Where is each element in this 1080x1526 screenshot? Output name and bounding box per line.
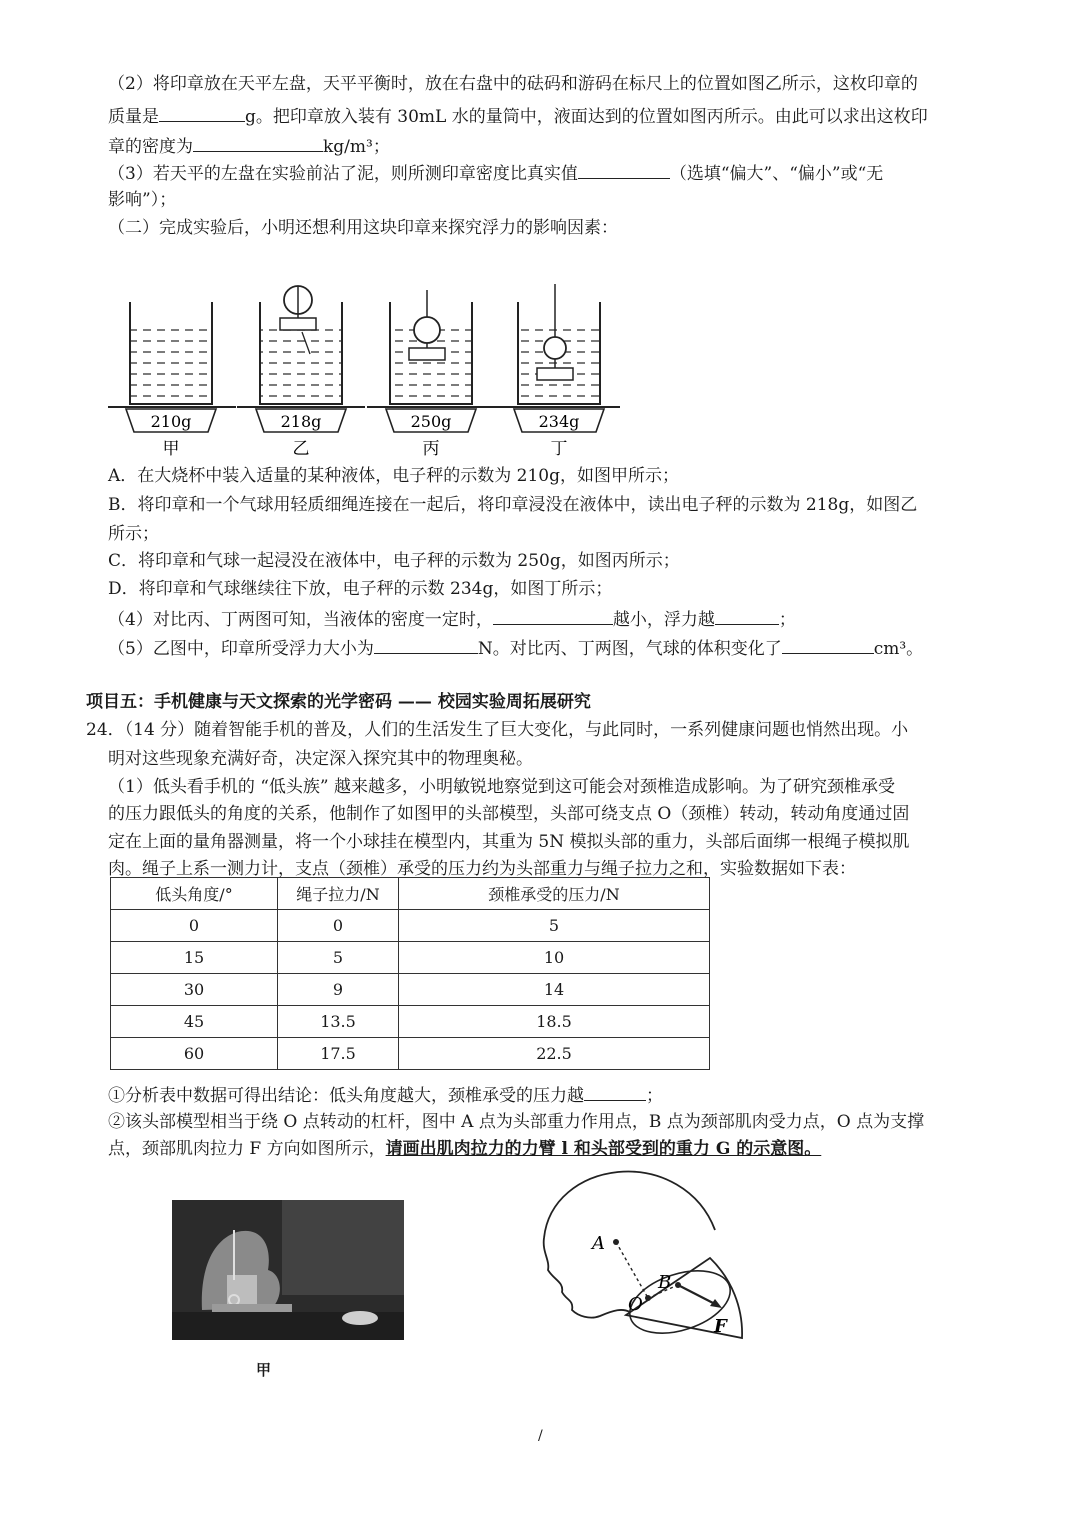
table-cell: 10 bbox=[399, 942, 710, 974]
table-cell: 18.5 bbox=[399, 1006, 710, 1038]
label-o: O bbox=[628, 1294, 643, 1315]
step-a: A．在大烧杯中装入适量的某种液体，电子秤的示数为 210g，如图甲所示； bbox=[108, 466, 680, 486]
table-cell: 14 bbox=[399, 974, 710, 1006]
table-cell: 5 bbox=[278, 942, 399, 974]
q4-prefix: （4）对比丙、丁两图可知，当液体的密度一定时， bbox=[108, 610, 493, 630]
point-b bbox=[675, 1282, 681, 1288]
q24-p1-line4: 肉。绳子上系一测力计，支点（颈椎）承受的压力约为头部重力与绳子拉力之和，实验数据如下表： bbox=[108, 859, 856, 879]
photo-label: 甲 bbox=[256, 1361, 272, 1379]
table-cell: 17.5 bbox=[278, 1038, 399, 1070]
table-cell: 0 bbox=[111, 910, 278, 942]
sub1-prefix: ①分析表中数据可得出结论：低头角度越大，颈椎承受的压力越 bbox=[108, 1086, 584, 1106]
beaker-yi bbox=[237, 286, 365, 432]
q4-blank-1[interactable] bbox=[493, 606, 613, 625]
q5-buoyancy-blank[interactable] bbox=[374, 635, 478, 654]
sub1 bbox=[108, 1082, 663, 1108]
sub2-line1: ②该头部模型相当于绕 O 点转动的杠杆，图中 A 点为头部重力作用点，B 点为颈部肌肉受力点，O 点为支撑 bbox=[108, 1112, 925, 1132]
mass-answer-blank[interactable] bbox=[159, 103, 245, 122]
project5-title: 项目五：手机健康与天文探索的光学密码 —— 校园实验周拓展研究 bbox=[86, 692, 591, 712]
table-cell: 22.5 bbox=[399, 1038, 710, 1070]
q2-mass-prefix: 质量是 bbox=[108, 107, 159, 127]
density-bias-blank[interactable] bbox=[578, 160, 670, 179]
table-cell: 15 bbox=[111, 942, 278, 974]
figure-label: 甲 bbox=[162, 439, 180, 459]
sub1-suffix: ； bbox=[646, 1086, 663, 1106]
q3-prefix: （3）若天平的左盘在实验前沾了泥，则所测印章密度比真实值 bbox=[108, 164, 578, 184]
density-unit: kg/m³； bbox=[323, 137, 390, 157]
q3-line1 bbox=[108, 160, 883, 186]
q5-middle: N。对比丙、丁两图，气球的体积变化了 bbox=[477, 639, 782, 659]
density-answer-blank[interactable] bbox=[193, 133, 323, 152]
figure-label: 丁 bbox=[550, 439, 568, 459]
q3-line2: 影响”）； bbox=[108, 190, 177, 210]
table-row bbox=[111, 942, 710, 974]
table-row bbox=[111, 1006, 710, 1038]
drawing-instruction: 请画出肌肉拉力的力臂 l 和头部受到的重力 G 的示意图。 bbox=[385, 1139, 822, 1159]
label-a: A bbox=[592, 1233, 605, 1254]
part2-intro: （二）完成实验后，小明还想利用这块印章来探究浮力的影响因素： bbox=[108, 218, 618, 238]
label-b: B bbox=[658, 1272, 672, 1293]
point-a bbox=[613, 1239, 619, 1245]
q24-p1-line2: 的压力跟低头的角度的关系，他制作了如图甲的头部模型，头部可绕支点 O（颈椎）转动，转动角度通过固 bbox=[108, 804, 910, 824]
table-header-row bbox=[111, 878, 710, 910]
footer-mark: / bbox=[538, 1428, 543, 1444]
table-row bbox=[111, 910, 710, 942]
table-header: 颈椎承受的压力/N bbox=[399, 878, 710, 910]
data-table bbox=[110, 877, 710, 1070]
table-row bbox=[111, 974, 710, 1006]
q5-suffix: cm³。 bbox=[873, 639, 924, 659]
q4 bbox=[108, 606, 796, 632]
table-cell: 0 bbox=[278, 910, 399, 942]
table-header: 低头角度/° bbox=[111, 878, 278, 910]
figure-label: 乙 bbox=[292, 439, 310, 459]
scale-reading: 218g bbox=[280, 412, 322, 431]
table-header: 绳子拉力/N bbox=[278, 878, 399, 910]
q24-p1-line1: （1）低头看手机的 “低头族” 越来越多，小明敏锐地察觉到这可能会对颈椎造成影响。为了研究颈椎承受 bbox=[108, 777, 896, 797]
q24-p1-line3: 定在上面的量角器测量，将一个小球挂在模型内，其重为 5N 模拟头部的重力，头部后面绑一根绳子模拟肌 bbox=[108, 832, 910, 852]
q4-blank-2[interactable] bbox=[715, 606, 779, 625]
table-cell: 30 bbox=[111, 974, 278, 1006]
q24-line2: 明对这些现象充满好奇，决定深入探究其中的物理奥秘。 bbox=[108, 749, 533, 769]
table-cell: 60 bbox=[111, 1038, 278, 1070]
q2-density-prefix: 章的密度为 bbox=[108, 137, 193, 157]
q24-line1: 24．（14 分）随着智能手机的普及，人们的生活发生了巨大变化，与此同时，一系列健康问题也悄然出现。小 bbox=[86, 720, 909, 740]
step-d: D．将印章和气球继续往下放，电子秤的示数 234g，如图丁所示； bbox=[108, 579, 613, 599]
beaker-bing bbox=[367, 290, 495, 432]
beaker-ding bbox=[495, 284, 620, 432]
q4-middle: 越小，浮力越 bbox=[612, 610, 715, 630]
step-b-line2: 所示； bbox=[108, 524, 159, 544]
label-f: F bbox=[714, 1316, 727, 1337]
table-row bbox=[111, 1038, 710, 1070]
figure-label: 丙 bbox=[422, 439, 440, 459]
table-cell: 5 bbox=[399, 910, 710, 942]
sub2-prefix: 点，颈部肌肉拉力 F 方向如图所示， bbox=[108, 1139, 386, 1159]
scale-reading: 210g bbox=[150, 412, 192, 431]
table-cell: 9 bbox=[278, 974, 399, 1006]
head-model-photo bbox=[172, 1200, 404, 1340]
q5-volume-blank[interactable] bbox=[782, 635, 874, 654]
step-c: C．将印章和气球一起浸没在液体中，电子秤的示数为 250g，如图丙所示； bbox=[108, 551, 680, 571]
table-cell: 13.5 bbox=[278, 1006, 399, 1038]
q2-line1: （2）将印章放在天平左盘，天平平衡时，放在右盘中的砝码和游码在标尺上的位置如图乙所示，这枚印章的 bbox=[108, 74, 918, 94]
step-b-line1: B．将印章和一个气球用轻质细绳连接在一起后，将印章浸没在液体中，读出电子秤的示数为 218g，如图乙 bbox=[108, 495, 918, 515]
q5 bbox=[108, 635, 923, 661]
head-model-photo-shapes bbox=[172, 1200, 404, 1340]
point-o bbox=[645, 1295, 651, 1301]
q3-options: （选填“偏大”、“偏小”或“无 bbox=[669, 164, 884, 184]
q2-line2 bbox=[108, 103, 928, 129]
sub1-blank[interactable] bbox=[584, 1082, 646, 1101]
beakers-figure bbox=[100, 282, 620, 462]
q2-mass-suffix: g。把印章放入装有 30mL 水的量筒中，液面达到的位置如图丙所示。由此可以求出这枚印 bbox=[245, 107, 928, 127]
sub2-line2 bbox=[108, 1137, 821, 1161]
scale-reading: 234g bbox=[538, 412, 580, 431]
head-lever-diagram bbox=[530, 1160, 760, 1350]
q2-line3 bbox=[108, 133, 390, 159]
q5-prefix: （5）乙图中，印章所受浮力大小为 bbox=[108, 639, 374, 659]
scale-reading: 250g bbox=[410, 412, 452, 431]
table-cell: 45 bbox=[111, 1006, 278, 1038]
q4-suffix: ； bbox=[778, 610, 796, 630]
